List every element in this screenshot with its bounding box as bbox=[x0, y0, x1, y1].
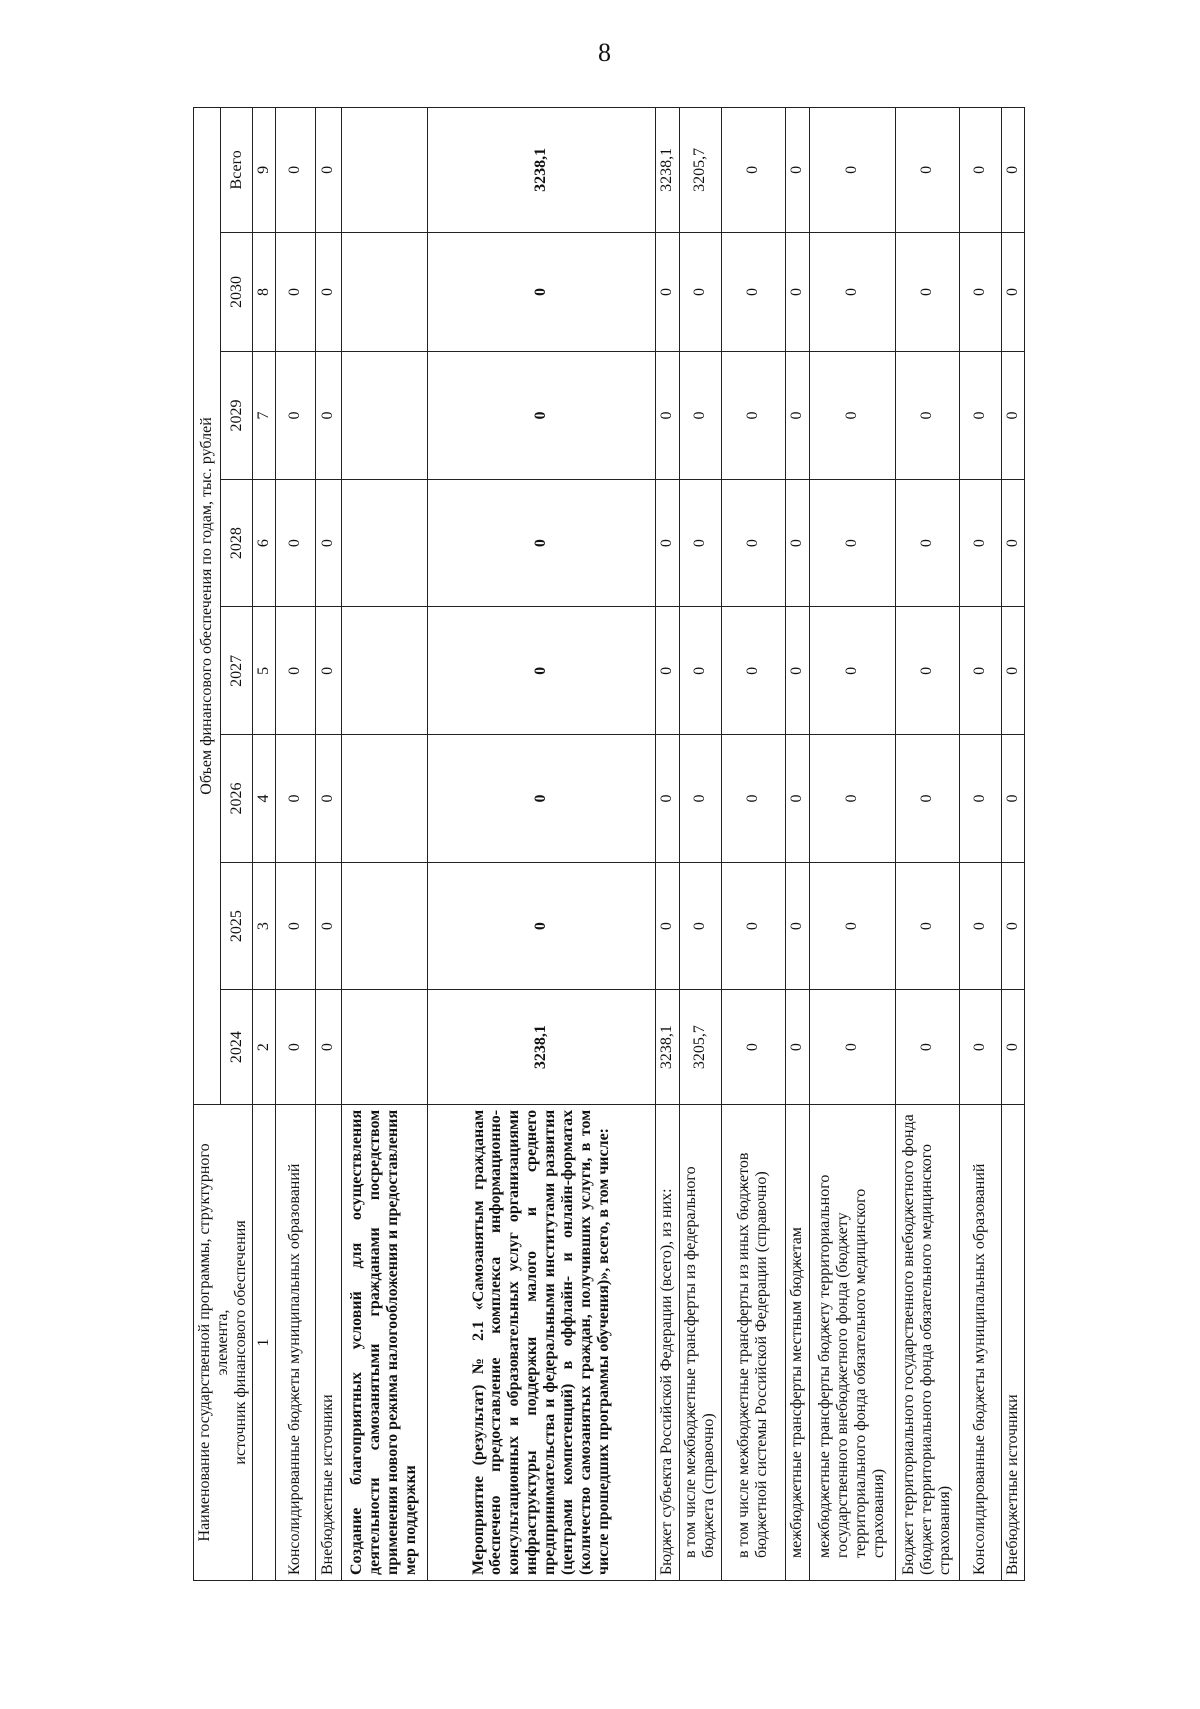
total-value-cell: 0 bbox=[959, 108, 1001, 233]
column-number: 4 bbox=[252, 735, 275, 863]
year-value-cell: 0 bbox=[895, 990, 959, 1104]
year-value-cell: 0 bbox=[427, 232, 655, 352]
total-value-cell: 3205,7 bbox=[679, 108, 721, 233]
row-label: Внебюджетные источники bbox=[315, 1104, 341, 1580]
year-value-cell: 0 bbox=[785, 232, 809, 352]
year-value-cell: 0 bbox=[785, 352, 809, 480]
year-value-cell: 0 bbox=[1001, 352, 1024, 480]
year-value-cell: 0 bbox=[679, 352, 721, 480]
year-value-cell: 0 bbox=[959, 990, 1001, 1104]
table-row bbox=[315, 108, 341, 1581]
year-value-cell: 0 bbox=[427, 352, 655, 480]
year-value-cell bbox=[341, 479, 427, 607]
year-value-cell bbox=[341, 990, 427, 1104]
year-value-cell: 0 bbox=[655, 862, 679, 990]
year-value-cell: 0 bbox=[315, 862, 341, 990]
year-value-cell: 0 bbox=[785, 607, 809, 735]
year-header: 2025 bbox=[221, 862, 252, 990]
year-header: 2024 bbox=[221, 990, 252, 1104]
name-column-header-line2: источник финансового обеспечения bbox=[231, 1220, 249, 1465]
year-value-cell bbox=[341, 735, 427, 863]
total-value-cell: 3238,1 bbox=[655, 108, 679, 233]
name-column-header-line1: Наименование государственной программы, структурного элемента, bbox=[196, 1143, 231, 1542]
total-value-cell: 0 bbox=[1001, 108, 1024, 233]
year-value-cell bbox=[341, 862, 427, 990]
table-row bbox=[1001, 108, 1024, 1581]
year-value-cell: 0 bbox=[655, 232, 679, 352]
table-row bbox=[679, 108, 721, 1581]
table-row bbox=[341, 108, 427, 1581]
year-value-cell: 0 bbox=[315, 352, 341, 480]
row-label: Бюджет субъекта Российской Федерации (всего), из них: bbox=[655, 1104, 679, 1580]
column-number: 5 bbox=[252, 607, 275, 735]
column-number: 1 bbox=[252, 1104, 275, 1580]
table-row bbox=[427, 108, 655, 1581]
year-value-cell: 0 bbox=[315, 479, 341, 607]
year-value-cell: 0 bbox=[721, 352, 785, 480]
total-value-cell: 3238,1 bbox=[427, 108, 655, 233]
year-value-cell: 0 bbox=[427, 735, 655, 863]
total-value-cell: 0 bbox=[895, 108, 959, 233]
year-value-cell: 0 bbox=[1001, 607, 1024, 735]
column-number: 9 bbox=[252, 108, 275, 233]
row-label: Бюджет территориального государственного внебюджетного фонда (бюджет территориального фонда обязательного медицинского страхования) bbox=[895, 1104, 959, 1580]
year-value-cell: 0 bbox=[721, 607, 785, 735]
row-label: Мероприятие (результат) № 2.1 «Самозанятым гражданам обеспечено предоставление комплекса информационно-консультационных и образовательных услуг организациями инфраструктуры поддержки малого и среднего предпринимательства и федеральными институтами развития (центрами компетенций) в оффлайн- и онлайн-форматах (количество самозанятых граждан, получивших услуги, в том числе прошедших программы обучения)», всего, в том числе: bbox=[427, 1104, 655, 1580]
year-value-cell: 0 bbox=[1001, 862, 1024, 990]
year-value-cell: 0 bbox=[721, 735, 785, 863]
year-value-cell: 0 bbox=[655, 735, 679, 863]
year-value-cell: 0 bbox=[959, 862, 1001, 990]
year-value-cell: 0 bbox=[785, 862, 809, 990]
year-header: 2027 bbox=[221, 607, 252, 735]
year-value-cell: 0 bbox=[315, 232, 341, 352]
year-value-cell: 0 bbox=[895, 479, 959, 607]
total-value-cell: 0 bbox=[275, 108, 315, 233]
year-value-cell: 0 bbox=[721, 862, 785, 990]
year-value-cell: 0 bbox=[655, 352, 679, 480]
year-value-cell: 0 bbox=[1001, 990, 1024, 1104]
year-value-cell: 0 bbox=[721, 479, 785, 607]
total-value-cell: 0 bbox=[809, 108, 895, 233]
year-value-cell: 0 bbox=[275, 352, 315, 480]
year-value-cell: 0 bbox=[895, 232, 959, 352]
row-label: межбюджетные трансферты бюджету территориального государственного внебюджетного фонда (бюджету территориального фонда обязательного медицинского страхования) bbox=[809, 1104, 895, 1580]
year-value-cell: 0 bbox=[895, 607, 959, 735]
year-value-cell: 0 bbox=[959, 479, 1001, 607]
year-value-cell: 0 bbox=[785, 990, 809, 1104]
table-row bbox=[275, 108, 315, 1581]
table-row bbox=[655, 108, 679, 1581]
year-value-cell: 0 bbox=[809, 232, 895, 352]
year-value-cell: 0 bbox=[679, 735, 721, 863]
year-value-cell: 0 bbox=[895, 862, 959, 990]
year-value-cell bbox=[341, 352, 427, 480]
table-row bbox=[895, 108, 959, 1581]
year-value-cell: 0 bbox=[315, 990, 341, 1104]
total-value-cell bbox=[341, 108, 427, 233]
year-header: 2028 bbox=[221, 479, 252, 607]
row-label: в том числе межбюджетные трансферты из иных бюджетов бюджетной системы Российской Федерации (справочно) bbox=[721, 1104, 785, 1580]
volume-title-header: Объем финансового обеспечения по годам, тыс. рублей bbox=[194, 108, 221, 1105]
year-value-cell: 0 bbox=[427, 607, 655, 735]
year-value-cell: 0 bbox=[275, 735, 315, 863]
year-value-cell: 0 bbox=[895, 352, 959, 480]
year-value-cell: 3238,1 bbox=[655, 990, 679, 1104]
year-value-cell: 0 bbox=[679, 862, 721, 990]
year-header: 2030 bbox=[221, 232, 252, 352]
year-value-cell: 0 bbox=[809, 735, 895, 863]
year-value-cell: 0 bbox=[895, 735, 959, 863]
year-value-cell: 0 bbox=[679, 607, 721, 735]
row-label: в том числе межбюджетные трансферты из федерального бюджета (справочно) bbox=[679, 1104, 721, 1580]
total-header: Всего bbox=[221, 108, 252, 233]
year-value-cell: 0 bbox=[959, 607, 1001, 735]
year-value-cell: 0 bbox=[809, 352, 895, 480]
year-value-cell: 0 bbox=[275, 232, 315, 352]
year-value-cell: 0 bbox=[809, 607, 895, 735]
year-value-cell: 0 bbox=[785, 479, 809, 607]
year-value-cell: 0 bbox=[959, 232, 1001, 352]
column-number: 2 bbox=[252, 990, 275, 1104]
financing-table bbox=[193, 107, 1025, 1581]
year-value-cell: 0 bbox=[655, 607, 679, 735]
year-value-cell bbox=[341, 607, 427, 735]
year-value-cell: 0 bbox=[809, 862, 895, 990]
year-header: 2026 bbox=[221, 735, 252, 863]
year-value-cell: 0 bbox=[721, 990, 785, 1104]
year-value-cell: 0 bbox=[275, 990, 315, 1104]
year-value-cell: 0 bbox=[655, 479, 679, 607]
column-numbers-row bbox=[252, 108, 275, 1581]
year-value-cell: 0 bbox=[679, 479, 721, 607]
row-label: межбюджетные трансферты местным бюджетам bbox=[785, 1104, 809, 1580]
year-value-cell: 0 bbox=[275, 607, 315, 735]
year-value-cell: 0 bbox=[785, 735, 809, 863]
row-label: Создание благоприятных условий для осуществления деятельности самозанятыми гражданами посредством применения нового режима налогообложения и предоставления мер поддержки bbox=[341, 1104, 427, 1580]
year-value-cell: 0 bbox=[315, 735, 341, 863]
year-value-cell: 3205,7 bbox=[679, 990, 721, 1104]
year-value-cell: 0 bbox=[1001, 735, 1024, 863]
column-number: 7 bbox=[252, 352, 275, 480]
year-value-cell: 0 bbox=[721, 232, 785, 352]
table-body bbox=[275, 108, 1024, 1581]
year-value-cell: 0 bbox=[1001, 479, 1024, 607]
row-label: Внебюджетные источники bbox=[1001, 1104, 1024, 1580]
year-value-cell: 0 bbox=[315, 607, 341, 735]
table-row bbox=[785, 108, 809, 1581]
row-label: Консолидированные бюджеты муниципальных образований bbox=[959, 1104, 1001, 1580]
year-value-cell: 0 bbox=[959, 352, 1001, 480]
table-row bbox=[959, 108, 1001, 1581]
year-value-cell: 3238,1 bbox=[427, 990, 655, 1104]
table-row bbox=[721, 108, 785, 1581]
year-value-cell: 0 bbox=[679, 232, 721, 352]
column-number: 3 bbox=[252, 862, 275, 990]
year-value-cell: 0 bbox=[427, 862, 655, 990]
rotated-table-frame bbox=[193, 107, 1103, 1581]
table-row bbox=[809, 108, 895, 1581]
name-column-header bbox=[194, 1104, 253, 1580]
year-value-cell: 0 bbox=[1001, 232, 1024, 352]
year-value-cell: 0 bbox=[427, 479, 655, 607]
column-number: 8 bbox=[252, 232, 275, 352]
header-row-1 bbox=[194, 108, 221, 1581]
year-header: 2029 bbox=[221, 352, 252, 480]
year-value-cell: 0 bbox=[959, 735, 1001, 863]
year-value-cell bbox=[341, 232, 427, 352]
year-value-cell: 0 bbox=[275, 862, 315, 990]
column-number: 6 bbox=[252, 479, 275, 607]
year-value-cell: 0 bbox=[809, 990, 895, 1104]
row-label: Консолидированные бюджеты муниципальных образований bbox=[275, 1104, 315, 1580]
total-value-cell: 0 bbox=[785, 108, 809, 233]
year-value-cell: 0 bbox=[275, 479, 315, 607]
year-value-cell: 0 bbox=[809, 479, 895, 607]
page-number: 8 bbox=[598, 38, 611, 67]
total-value-cell: 0 bbox=[315, 108, 341, 233]
total-value-cell: 0 bbox=[721, 108, 785, 233]
